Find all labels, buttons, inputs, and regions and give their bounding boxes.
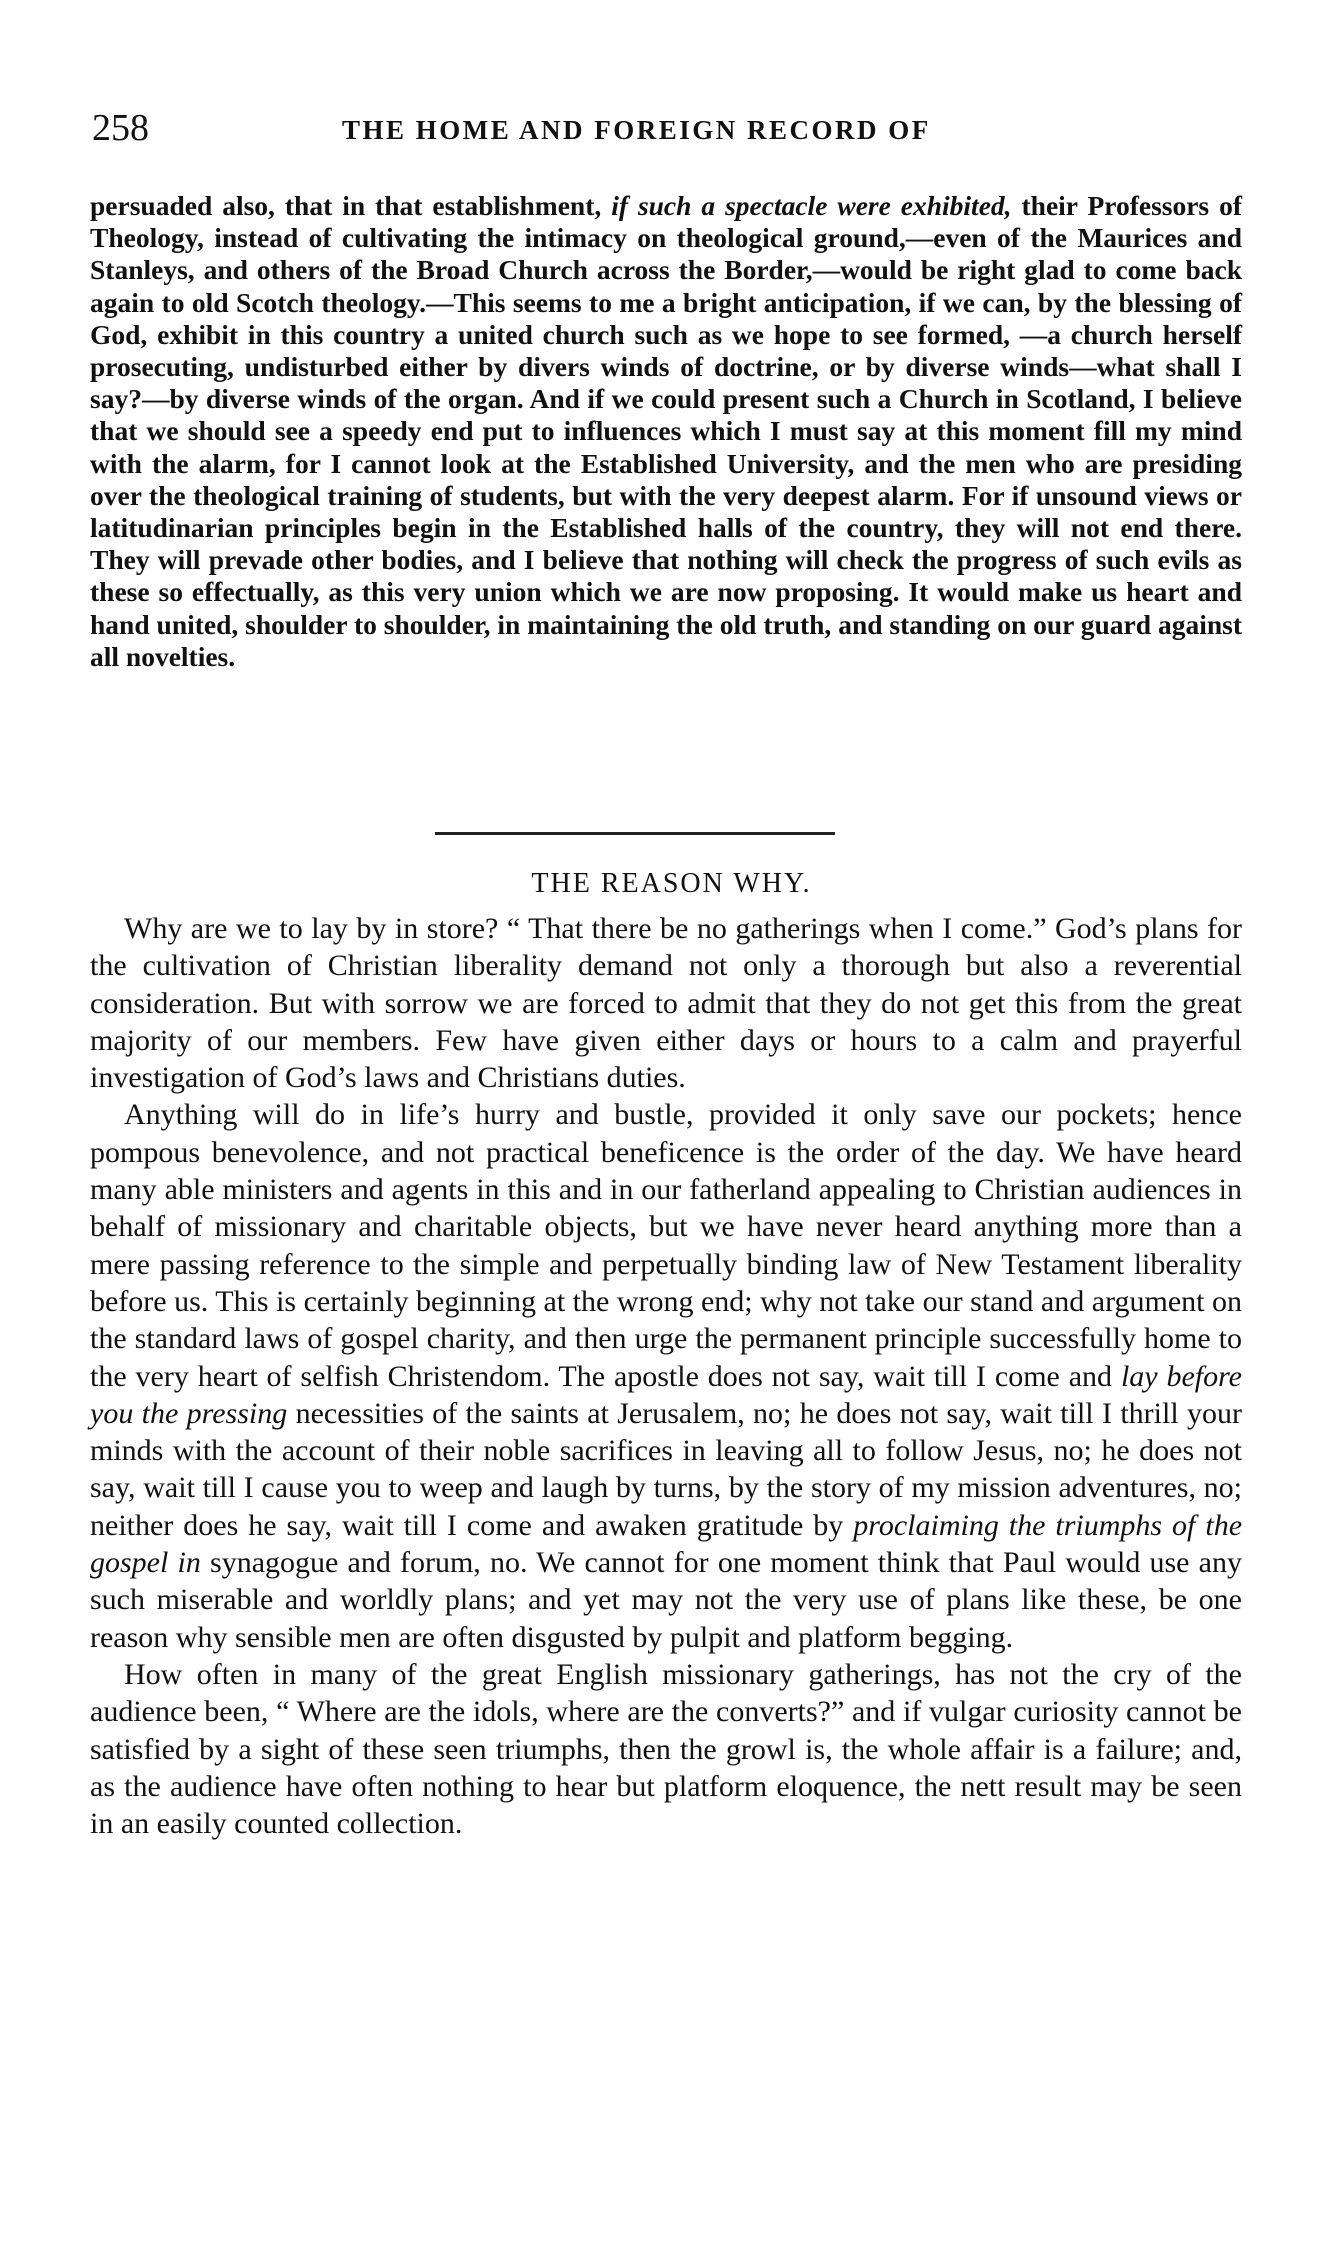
top-paragraph-block [90, 190, 1242, 673]
text-segment: Why are we to lay by in store? “ That there be no gatherings when I come.” God’s plans for the cultivation of Christian liberality demand not only a thorough but also a reverential consideration. But with sorrow we are forced to admit that they do not get this from the great majority of our members. Few have given either days or hours to a calm and prayerful investigation of God’s laws and Christians duties. [90, 912, 1242, 1095]
italic-text-segment: proclaiming the triumphs of the gospel in [90, 1508, 1243, 1580]
section-title: THE REASON WHY. [531, 868, 812, 899]
continued-paragraph [90, 190, 1242, 673]
italic-text-segment: if such a spectacle were exhibited, [611, 190, 1012, 221]
article-paragraph [90, 910, 1242, 1096]
article-paragraph [90, 1096, 1242, 1655]
italic-text-segment: lay before you the pressing [90, 1359, 1242, 1430]
page-header [92, 106, 1242, 150]
article-paragraph [90, 1656, 1242, 1842]
text-segment: Anything will do in life’s hurry and bustle, provided it only save our pockets; hence pompous benevolence, and not practical beneficence is the order of the day. We have heard many able ministers and agents in this and in our fatherland appealing to Christian audiences in behalf of missionary and charitable objects, but we have never heard anything more than a mere passing reference to the simple and perpetually binding law of New Testament liberality before us. This is certainly beginning at the wrong end; why not take our stand and argument on the standard laws of gospel charity, and then urge the permanent principle successfully home to the very heart of selfish Christendom. The apostle does not say, wait till I come and [90, 1098, 1242, 1393]
text-segment: synagogue and forum, no. We cannot for one moment think that Paul would use any such miserable and worldly plans; and yet may not the very use of plans like these, be one reason why sensible men are often disgusted by pulpit and platform begging. [90, 1546, 1242, 1654]
text-segment: their Professors of Theology, instead of cultivating the intimacy on theological ground,—even of the Maurices and Stanleys, and others of the Broad Church across the Border,—would be right glad to come back again to old Scotch theology.—This seems to me a bright anticipation, if we can, by the blessing of God, exhibit in this country a united church such as we hope to see formed, —a church herself prosecuting, undisturbed either by divers winds of doctrine, or by diverse winds—what shall I say?—by diverse winds of the organ. And if we could present such a Church in Scotland, I believe that we should see a speedy end put to influences which I must say at this moment fill my mind with the alarm, for I cannot look at the Established University, and the men who are presiding over the theological training of students, but with the very deepest alarm. For if unsound views or latitudinarian principles begin in the Established halls of the country, they will not end there. They will prevade other bodies, and I believe that nothing will check the progress of such evils as these so effectually, as this very union which we are now proposing. It would make us heart and hand united, shoulder to shoulder, in maintaining the old truth, and standing on our guard against all novelties. [90, 190, 1242, 672]
article-body [90, 910, 1242, 1842]
page-number: 258 [92, 107, 149, 149]
running-head: THE HOME AND FOREIGN RECORD OF [342, 115, 931, 145]
section-divider [435, 832, 835, 835]
text-segment: necessities of the saints at Jerusalem, no; he does not say, wait till I thrill your minds with the account of their noble sacrifices in leaving all to follow Jesus, no; he does not say, wait till I cause you to weep and laugh by turns, by the story of my mission adventures, no; neither does he say, wait till I come and awaken gratitude by [90, 1396, 1242, 1542]
text-segment: persuaded also, that in that establishment, [90, 190, 612, 221]
text-segment: How often in many of the great English missionary gatherings, has not the cry of the audience been, “ Where are the idols, where are the converts?” and if vulgar curiosity cannot be satisfied by a sight of these seen triumphs, then the growl is, the whole affair is a failure; and, as the audience have often nothing to hear but platform eloquence, the nett result may be seen in an easily counted collection. [90, 1657, 1242, 1841]
